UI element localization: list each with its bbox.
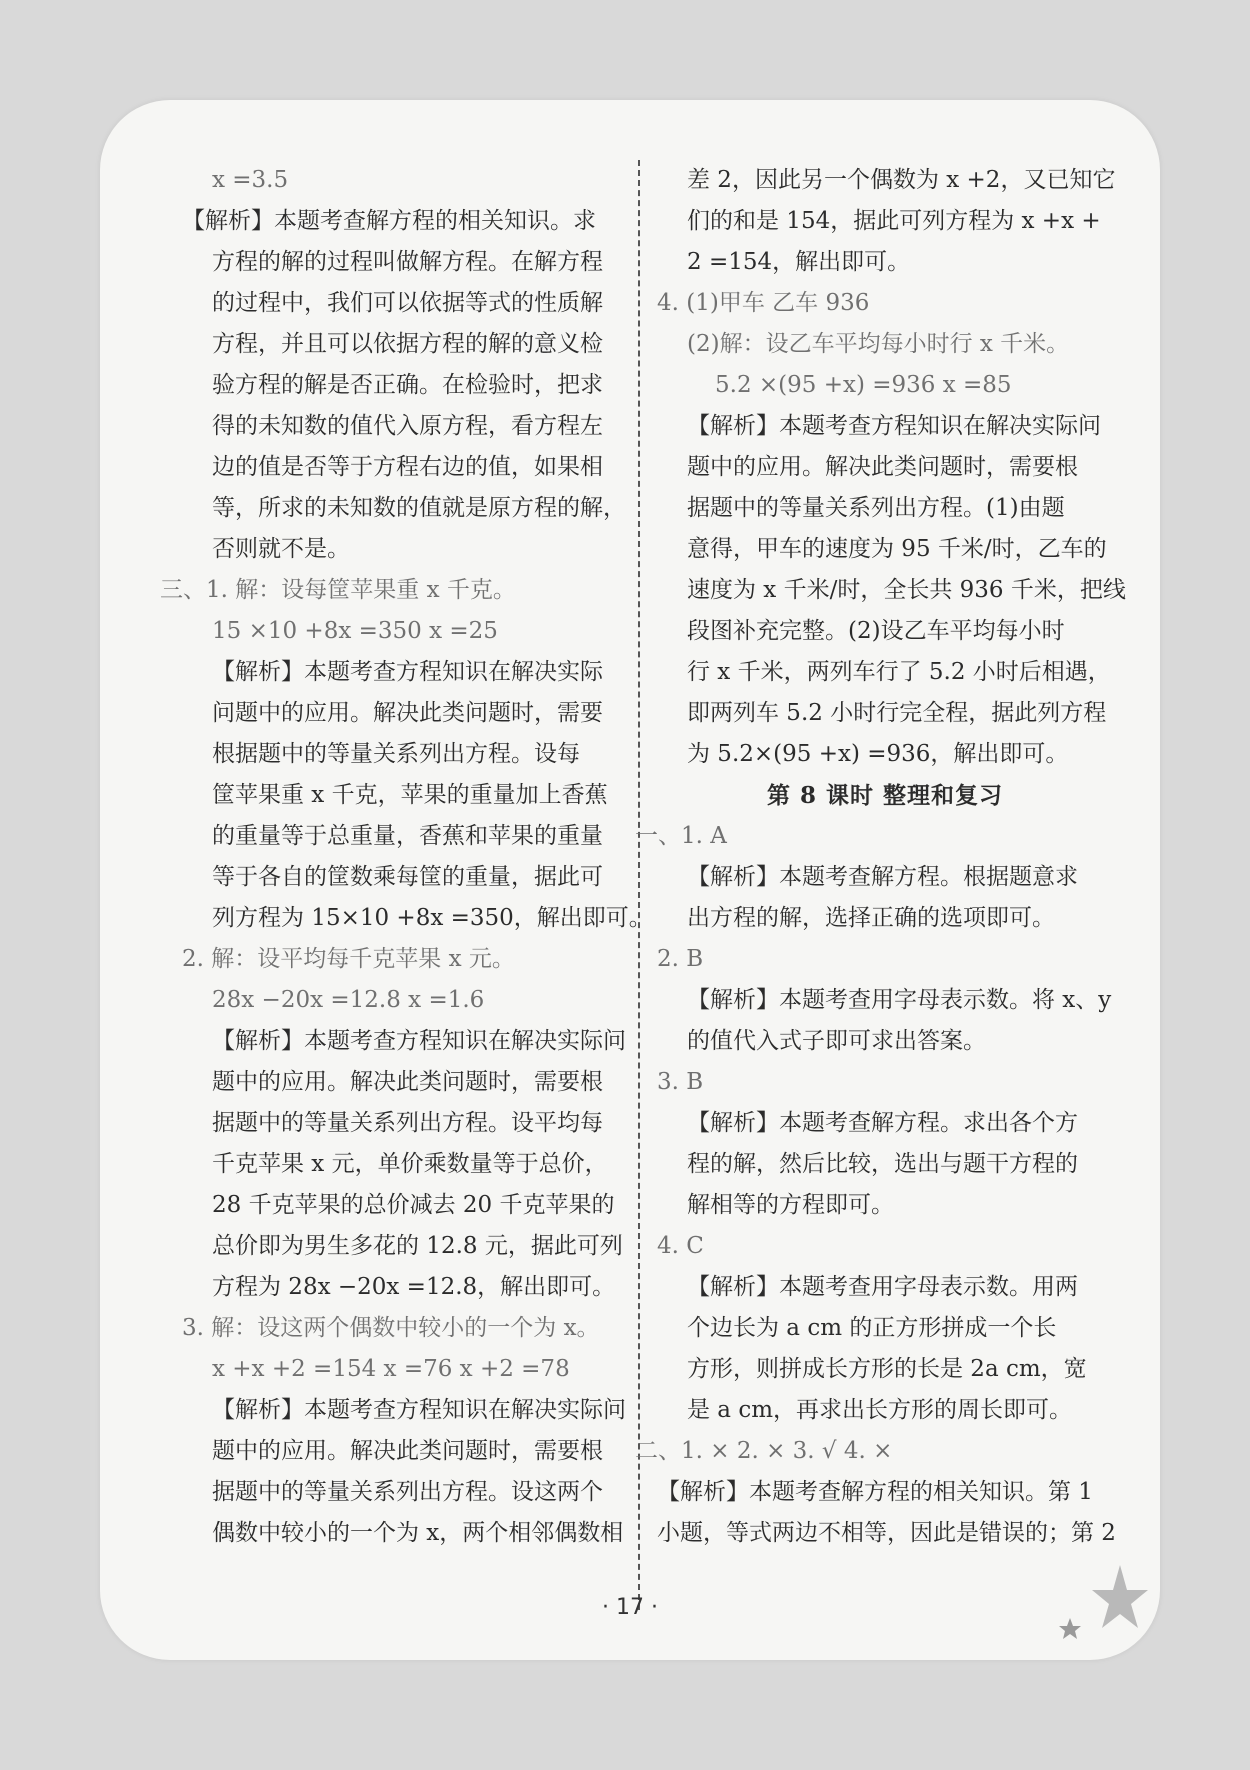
left-column-line: 得的未知数的值代入原方程，看方程左 bbox=[212, 413, 603, 439]
right-column-line: 出方程的解，选择正确的选项即可。 bbox=[687, 905, 1055, 931]
left-column-line: 据题中的等量关系列出方程。设平均每 bbox=[212, 1110, 603, 1136]
answer-page bbox=[100, 100, 1160, 1660]
left-column-line: 方程的解的过程叫做解方程。在解方程 bbox=[212, 249, 603, 275]
left-column-line: 题中的应用。解决此类问题时，需要根 bbox=[212, 1069, 603, 1095]
right-column-line: 段图补充完整。(2)设乙车平均每小时 bbox=[687, 618, 1065, 644]
right-column-line: 【解析】本题考查解方程。根据题意求 bbox=[687, 864, 1078, 890]
right-column-line: 据题中的等量关系列出方程。(1)由题 bbox=[687, 495, 1065, 521]
right-column-line: 【解析】本题考查用字母表示数。将 x、y bbox=[687, 987, 1112, 1013]
right-column-line: 意得，甲车的速度为 95 千米/时，乙车的 bbox=[687, 536, 1107, 562]
right-column bbox=[635, 160, 1125, 1554]
right-column-line: 3. B bbox=[657, 1069, 704, 1095]
left-column-line: 边的值是否等于方程右边的值，如果相 bbox=[212, 454, 603, 480]
page-number: · 17 · bbox=[602, 1595, 658, 1620]
right-column-line: (2)解：设乙车平均每小时行 x 千米。 bbox=[687, 331, 1070, 357]
left-column-line: 15 ×10 +8x =350 x =25 bbox=[212, 618, 498, 644]
right-column-line: 的值代入式子即可求出答案。 bbox=[687, 1028, 986, 1054]
left-column-line: 28x −20x =12.8 x =1.6 bbox=[212, 987, 485, 1013]
left-column-line: 筐苹果重 x 千克，苹果的重量加上香蕉 bbox=[212, 782, 608, 808]
left-column-line: 的重量等于总重量，香蕉和苹果的重量 bbox=[212, 823, 603, 849]
left-column-line: 问题中的应用。解决此类问题时，需要 bbox=[212, 700, 603, 726]
right-column-line: 4. C bbox=[657, 1233, 704, 1259]
left-column-line: 列方程为 15×10 +8x =350，解出即可。 bbox=[212, 905, 652, 931]
right-column-line: 二、1. × 2. × 3. √ 4. × bbox=[635, 1438, 893, 1464]
right-column-line: 个边长为 a cm 的正方形拼成一个长 bbox=[687, 1315, 1057, 1341]
right-column-line: 程的解，然后比较，选出与题干方程的 bbox=[687, 1151, 1078, 1177]
left-column-line: 方程，并且可以依据方程的解的意义检 bbox=[212, 331, 603, 357]
right-column-line: 差 2，因此另一个偶数为 x +2，又已知它 bbox=[687, 167, 1116, 193]
right-column-line: 小题，等式两边不相等，因此是错误的；第 2 bbox=[657, 1520, 1116, 1546]
right-column-line: 5.2 ×(95 +x) =936 x =85 bbox=[715, 372, 1012, 398]
left-column-line: 千克苹果 x 元，单价乘数量等于总价， bbox=[212, 1151, 608, 1177]
left-column-line: 等于各自的筐数乘每筐的重量，据此可 bbox=[212, 864, 603, 890]
left-column-line: 验方程的解是否正确。在检验时，把求 bbox=[212, 372, 603, 398]
right-column-line: 题中的应用。解决此类问题时，需要根 bbox=[687, 454, 1078, 480]
right-column-line: 行 x 千米，两列车行了 5.2 小时后相遇， bbox=[687, 659, 1111, 685]
left-column-line: 方程为 28x −20x =12.8，解出即可。 bbox=[212, 1274, 616, 1300]
right-column-line: 2. B bbox=[657, 946, 704, 972]
left-column-line: 【解析】本题考查方程知识在解决实际 bbox=[212, 659, 603, 685]
left-column-line: 等，所求的未知数的值就是原方程的解， bbox=[212, 495, 626, 521]
left-column bbox=[160, 160, 652, 1554]
right-column-line: 【解析】本题考查解方程的相关知识。第 1 bbox=[657, 1479, 1093, 1505]
star-decoration-icon bbox=[1030, 1560, 1150, 1650]
left-column-line: 2. 解：设平均每千克苹果 x 元。 bbox=[182, 946, 515, 972]
left-column-line: 据题中的等量关系列出方程。设这两个 bbox=[212, 1479, 603, 1505]
right-column-line: 速度为 x 千米/时，全长共 936 千米，把线 bbox=[687, 577, 1126, 603]
right-column-line: 即两列车 5.2 小时行完全程，据此列方程 bbox=[687, 700, 1107, 726]
left-column-line: 【解析】本题考查方程知识在解决实际问 bbox=[212, 1397, 626, 1423]
right-column-line: 【解析】本题考查方程知识在解决实际问 bbox=[687, 413, 1101, 439]
left-column-line: 总价即为男生多花的 12.8 元，据此可列 bbox=[212, 1233, 623, 1259]
left-column-line: 否则就不是。 bbox=[212, 536, 350, 562]
left-column-line: 偶数中较小的一个为 x，两个相邻偶数相 bbox=[212, 1520, 624, 1546]
right-column-line: 方形，则拼成长方形的长是 2a cm，宽 bbox=[687, 1356, 1087, 1382]
left-column-line: 3. 解：设这两个偶数中较小的一个为 x。 bbox=[182, 1315, 600, 1341]
right-column-line: 是 a cm，再求出长方形的周长即可。 bbox=[687, 1397, 1073, 1423]
left-column-line: 题中的应用。解决此类问题时，需要根 bbox=[212, 1438, 603, 1464]
left-column-line: 【解析】本题考查解方程的相关知识。求 bbox=[182, 208, 596, 234]
left-column-line: 三、1. 解：设每筐苹果重 x 千克。 bbox=[160, 577, 516, 603]
left-column-line: 的过程中，我们可以依据等式的性质解 bbox=[212, 290, 603, 316]
left-column-line: x =3.5 bbox=[212, 167, 289, 193]
left-column-line: 【解析】本题考查方程知识在解决实际问 bbox=[212, 1028, 626, 1054]
right-column-line: 们的和是 154，据此可列方程为 x +x + bbox=[687, 208, 1101, 234]
left-column-line: 28 千克苹果的总价减去 20 千克苹果的 bbox=[212, 1192, 615, 1218]
left-column-line: 根据题中的等量关系列出方程。设每 bbox=[212, 741, 580, 767]
right-column-line: 第 8 课时 整理和复习 bbox=[766, 782, 1004, 809]
right-column-line: 4. (1)甲车 乙车 936 bbox=[657, 290, 870, 316]
right-column-line: 为 5.2×(95 +x) =936，解出即可。 bbox=[687, 741, 1069, 767]
right-column-line: 一、1. A bbox=[635, 823, 727, 849]
right-column-line: 【解析】本题考查用字母表示数。用两 bbox=[687, 1274, 1078, 1300]
left-column-line: x +x +2 =154 x =76 x +2 =78 bbox=[212, 1356, 570, 1382]
right-column-line: 2 =154，解出即可。 bbox=[687, 249, 911, 275]
right-column-line: 解相等的方程即可。 bbox=[687, 1192, 894, 1218]
right-column-line: 【解析】本题考查解方程。求出各个方 bbox=[687, 1110, 1078, 1136]
